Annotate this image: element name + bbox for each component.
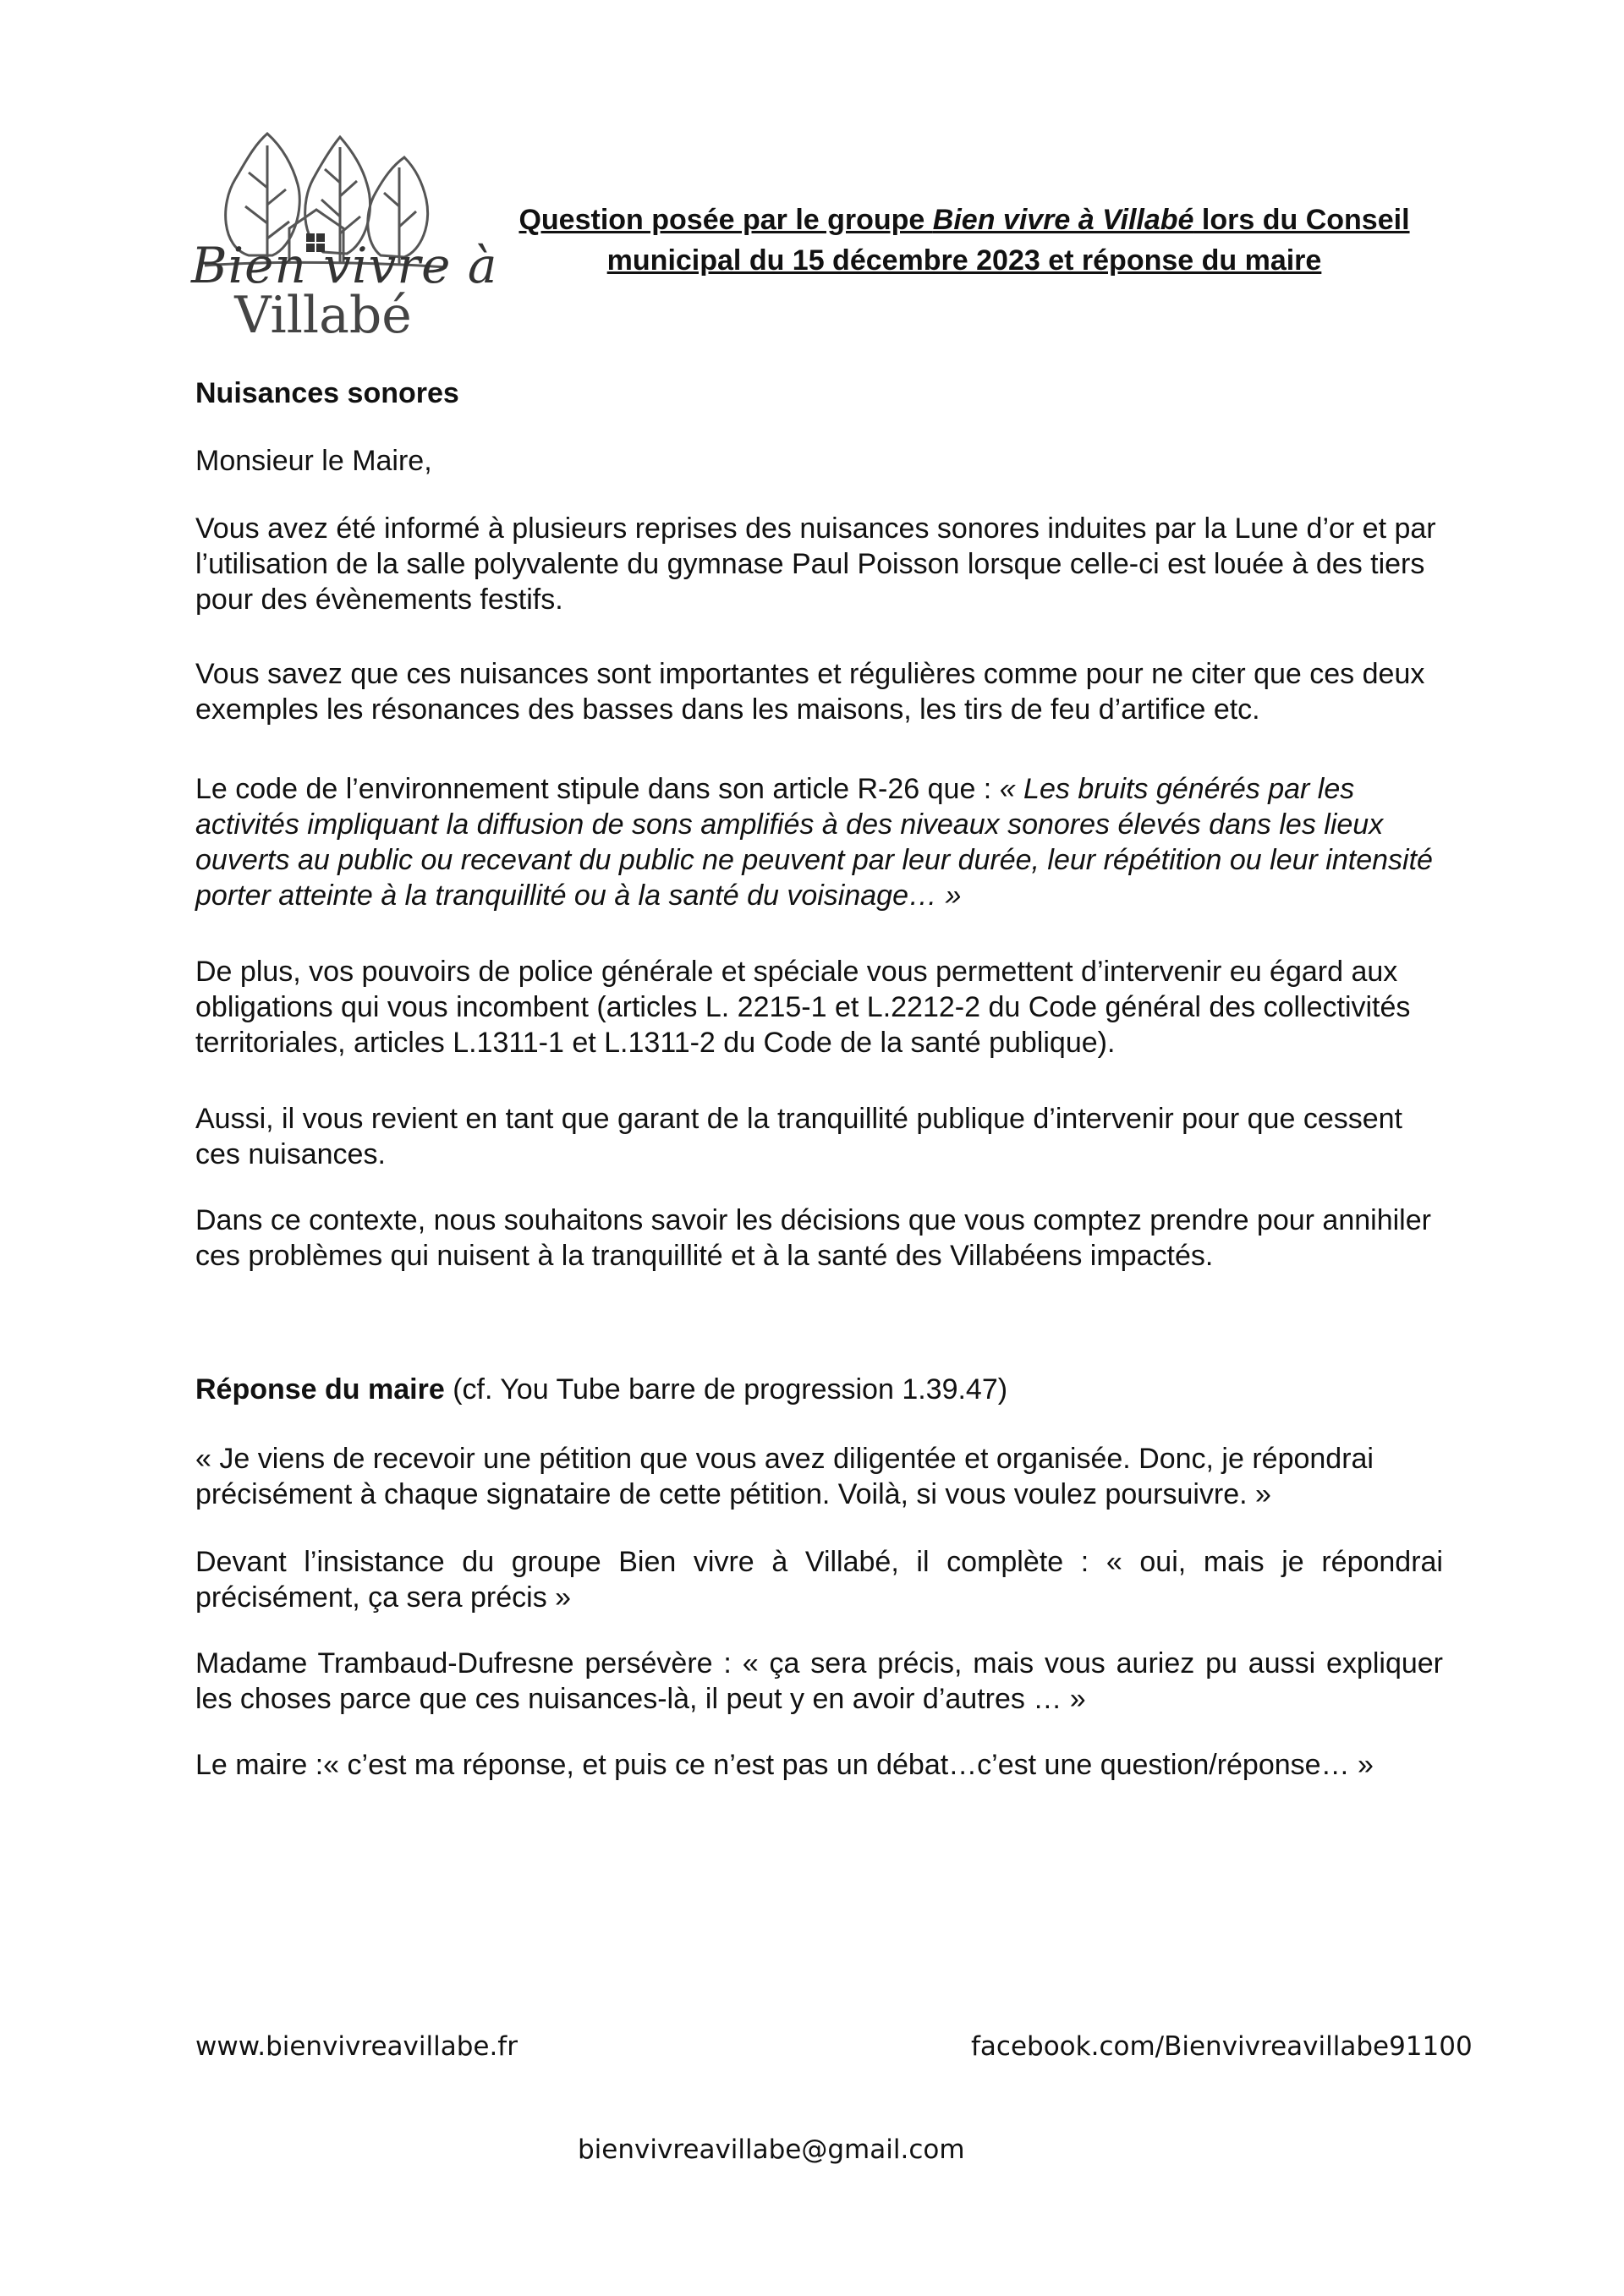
document-title: [491, 200, 1438, 281]
response-paragraph-2: Devant l’insistance du groupe Bien vivre à Villabé, il complète : « oui, mais je répondrai précisément, ça sera précis »: [195, 1546, 1443, 1614]
footer-email[interactable]: bienvivreavillabe@gmail.com: [578, 2134, 965, 2165]
question-paragraph-1: Vous avez été informé à plusieurs reprises des nuisances sonores induites par la Lune d’or et par l’utilisation de la salle polyvalente du gymnase Paul Poisson lorsque celle-ci est louée à des tiers pour des évènements festifs.: [195, 512, 1436, 616]
section-heading-nuisances: Nuisances sonores: [195, 377, 459, 409]
response-paragraph-3: Madame Trambaud-Dufresne persévère : « ça sera précis, mais vous auriez pu aussi expliquer les choses parce que ces nuisances-là, il peut y en avoir d’autres … »: [195, 1647, 1443, 1715]
question-paragraph-4: De plus, vos pouvoirs de police générale et spéciale vous permettent d’intervenir eu égard aux obligations qui vous incombent (articles L. 2215-1 et L.2212-2 du Code général des collectivités territoriales, articles L.1311-1 et L.1311-2 du Code de la santé publique).: [195, 956, 1411, 1059]
response-heading-label: Réponse du maire: [195, 1373, 445, 1406]
question-paragraph-6: Dans ce contexte, nous souhaitons savoir les décisions que vous comptez prendre pour annihiler ces problèmes qui nuisent à la tranquillité et à la santé des Villabéens impactés.: [195, 1204, 1431, 1272]
footer-facebook[interactable]: facebook.com/Bienvivreavillabe91100: [971, 2031, 1473, 2062]
logo-text-line2: Villabé: [234, 286, 412, 345]
response-paragraph-4: Le maire :« c’est ma réponse, et puis ce n’est pas un débat…c’est une question/réponse… »: [195, 1749, 1374, 1781]
logo-text-line1: Bien vivre à: [191, 237, 498, 294]
question-paragraph-3: [195, 771, 1443, 913]
question-paragraph-2: Vous savez que ces nuisances sont importantes et régulières comme pour ne citer que ces deux exemples les résonances des basses dans les maisons, les tirs de feu d’artifice etc.: [195, 658, 1425, 726]
title-group-name: Bien vivre à Villabé: [932, 204, 1194, 236]
response-heading: [195, 1372, 1443, 1407]
title-part2: lors du Conseil municipal du 15 décembre 2023 et réponse du maire: [606, 204, 1410, 277]
question-paragraph-5: Aussi, il vous revient en tant que garant de la tranquillité publique d’intervenir pour que cessent ces nuisances.: [195, 1103, 1402, 1170]
salutation: Monsieur le Maire,: [195, 445, 432, 477]
footer-website[interactable]: www.bienvivreavillabe.fr: [195, 2031, 518, 2062]
logo: [188, 129, 498, 360]
response-heading-note: (cf. You Tube barre de progression 1.39.47): [444, 1373, 1008, 1406]
response-paragraph-1: « Je viens de recevoir une pétition que vous avez diligentée et organisée. Donc, je répondrai précisément à chaque signataire de cette pétition. Voilà, si vous voulez poursuivre. »: [195, 1443, 1374, 1510]
article-quote: « Les bruits générés par les activités impliquant la diffusion de sons amplifiés à des niveaux sonores élevés dans les lieux ouverts au public ou recevant du public ne peuvent par leur durée, leur répétition ou leur intensité porter atteinte à la tranquillité ou à la santé du voisinage… »: [195, 773, 1433, 912]
title-part1: Question posée par le groupe: [518, 204, 933, 236]
article-intro: Le code de l’environnement stipule dans son article R-26 que :: [195, 773, 1000, 805]
